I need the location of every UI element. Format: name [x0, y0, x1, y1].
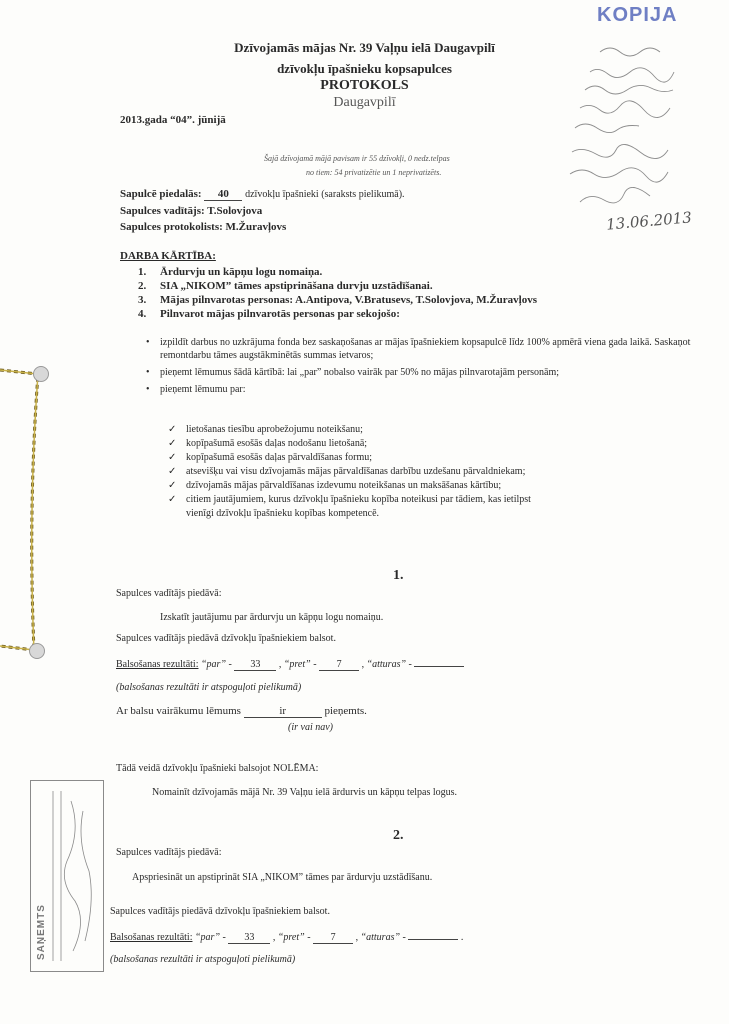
atturas-value: [414, 666, 464, 667]
apartment-note: [264, 152, 450, 180]
section-2-proposal: Apspriesināt un apstiprināt SIA „NIKOM” tāmes par ārdurvju uzstādīšanu.: [132, 872, 433, 883]
binding-cord: [0, 360, 50, 660]
section-1-resolved: Tādā veidā dzīvokļu īpašnieki balsojot NOLĒMA:: [116, 763, 319, 774]
section-1-results: Balsošanas rezultāti: “par” - 33 , “pret” - 7 , “atturas” -: [116, 659, 464, 671]
attendance-line: [120, 188, 405, 201]
section-1-number: 1.: [393, 568, 404, 583]
check-icon: ✓: [168, 424, 177, 435]
section-1-vote-call: Sapulces vadītājs piedāvā dzīvokļu īpašniekiem balsot.: [116, 633, 336, 644]
apartment-note-line-2: no tiem: 54 privatizētie un 1 neprivatizēts.: [306, 168, 442, 177]
agenda-bullet: • pieņemt lēmumu par:: [146, 383, 706, 396]
par-value: 33: [234, 659, 276, 671]
attendance-label: Sapulcē piedalās:: [120, 188, 202, 200]
agenda-item: 1. Ārdurvju un kāpņu logu nomaiņa.: [138, 266, 323, 278]
checklist-item: ✓ kopīpašumā esošās daļas pārvaldīšanas formu;: [168, 452, 373, 463]
check-icon: ✓: [168, 438, 177, 449]
check-icon: ✓: [168, 466, 177, 477]
attendance-suffix: dzīvokļu īpašnieki (saraksts pielikumā).: [245, 189, 405, 200]
section-2-vote-call: Sapulces vadītājs piedāvā dzīvokļu īpašniekiem balsot.: [110, 906, 330, 917]
document-date: 2013.gada “04”. jūnijā: [120, 114, 226, 126]
atturas-value: [408, 939, 458, 940]
pret-value: 7: [313, 932, 353, 944]
agenda-bullet: • izpildīt darbus no uzkrājuma fonda bez saskaņošanas ar mājas īpašniekiem kopsapulcē līdz 100% apmērā viena gada laikā. Saskaņot remontdarbu tāmes augstākminētās summas ietvaros;: [146, 336, 706, 362]
section-1-proposal: Izskatīt jautājumu par ārdurvju un kāpņu logu nomaiņu.: [160, 612, 384, 623]
section-2-results: Balsošanas rezultāti: “par” - 33 , “pret” - 7 , “atturas” - .: [110, 932, 464, 943]
agenda-bullets: [146, 336, 706, 400]
header-city: Daugavpilī: [333, 95, 396, 110]
agenda-heading: DARBA KĀRTĪBA:: [120, 250, 216, 262]
checklist-item: ✓ atsevišķu vai visu dzīvojamās mājas pārvaldīšanas darbību uzdešanu pārvaldniekam;: [168, 466, 526, 477]
decision-value: ir: [244, 705, 322, 718]
agenda-item: 4. Pilnvarot mājas pilnvarotās personas par sekojošo:: [138, 308, 400, 320]
section-2-results-note: (balsošanas rezultāti ir atspoguļoti pielikumā): [110, 954, 296, 965]
signature-date: 13.06.2013: [605, 208, 693, 234]
header-line-2: dzīvokļu īpašnieku kopsapulces: [277, 61, 452, 76]
received-stamp-label: SAŅEMTS: [36, 904, 47, 960]
agenda-item: 3. Mājas pilnvarotas personas: A.Antipova, V.Bratusevs, T.Solovjova, M.Žuravļovs: [138, 294, 537, 306]
checklist-item: ✓ kopīpašumā esošās daļas nodošanu lietošanā;: [168, 438, 368, 449]
check-icon: ✓: [168, 480, 177, 491]
checklist-item: ✓ lietošanas tiesību aprobežojumu noteikšanu;: [168, 424, 363, 435]
agenda-bullet: • pieņemt lēmumus šādā kārtībā: lai „par” nobalso vairāk par 50% no mājas pilnvarotajām personām;: [146, 366, 706, 379]
agenda-item: 2. SIA „NIKOM” tāmes apstiprināšana durvju uzstādīšanai.: [138, 280, 433, 292]
agenda-list: [138, 266, 698, 322]
attendance-count: 40: [204, 188, 242, 201]
apartment-note-line-1: Šajā dzīvojamā mājā pavisam ir 55 dzīvokļi, 0 nedz.telpas: [264, 154, 450, 163]
check-icon: ✓: [168, 494, 177, 505]
section-1-decision: Ar balsu vairākumu lēmums ir pieņemts.: [116, 705, 367, 717]
section-2-number: 2.: [393, 828, 404, 843]
results-label: Balsošanas rezultāti:: [110, 932, 193, 943]
check-icon: ✓: [168, 452, 177, 463]
header-line-1: Dzīvojamās mājas Nr. 39 Vaļņu ielā Daugavpilī: [234, 40, 495, 55]
binding-pin: [33, 366, 49, 382]
pret-value: 7: [319, 659, 359, 671]
kopija-stamp: KOPIJA: [597, 4, 678, 26]
section-1-proposes: Sapulces vadītājs piedāvā:: [116, 588, 222, 599]
section-2-proposes: Sapulces vadītājs piedāvā:: [116, 847, 222, 858]
checklist-item: ✓ citiem jautājumiem, kurus dzīvokļu īpašnieku kopība noteikusi par tādiem, kas ietilpst: [168, 494, 531, 505]
par-value: 33: [228, 932, 270, 944]
checklist-item: ✓ dzīvojamās mājas pārvaldīšanas izdevumu noteikšanas un maksāšanas kārtību;: [168, 480, 502, 491]
agenda-checklist: [168, 424, 531, 522]
section-1-results-note: (balsošanas rezultāti ir atspoguļoti pielikumā): [116, 682, 302, 693]
decision-hint: (ir vai nav): [288, 722, 333, 733]
handwritten-signatures: [560, 32, 720, 232]
checklist-item: vienīgi dzīvokļu īpašnieku kopības kompetencē.: [186, 508, 380, 519]
binding-pin: [29, 643, 45, 659]
header-protokols: PROTOKOLS: [320, 78, 409, 93]
meeting-secretary: Sapulces protokolists: M.Žuravļovs: [120, 221, 287, 233]
meeting-chair: Sapulces vadītājs: T.Solovjova: [120, 205, 263, 217]
results-label: Balsošanas rezultāti:: [116, 659, 199, 670]
section-1-resolution: Nomainīt dzīvojamās mājā Nr. 39 Vaļņu ielā ārdurvis un kāpņu telpas logus.: [152, 787, 458, 798]
